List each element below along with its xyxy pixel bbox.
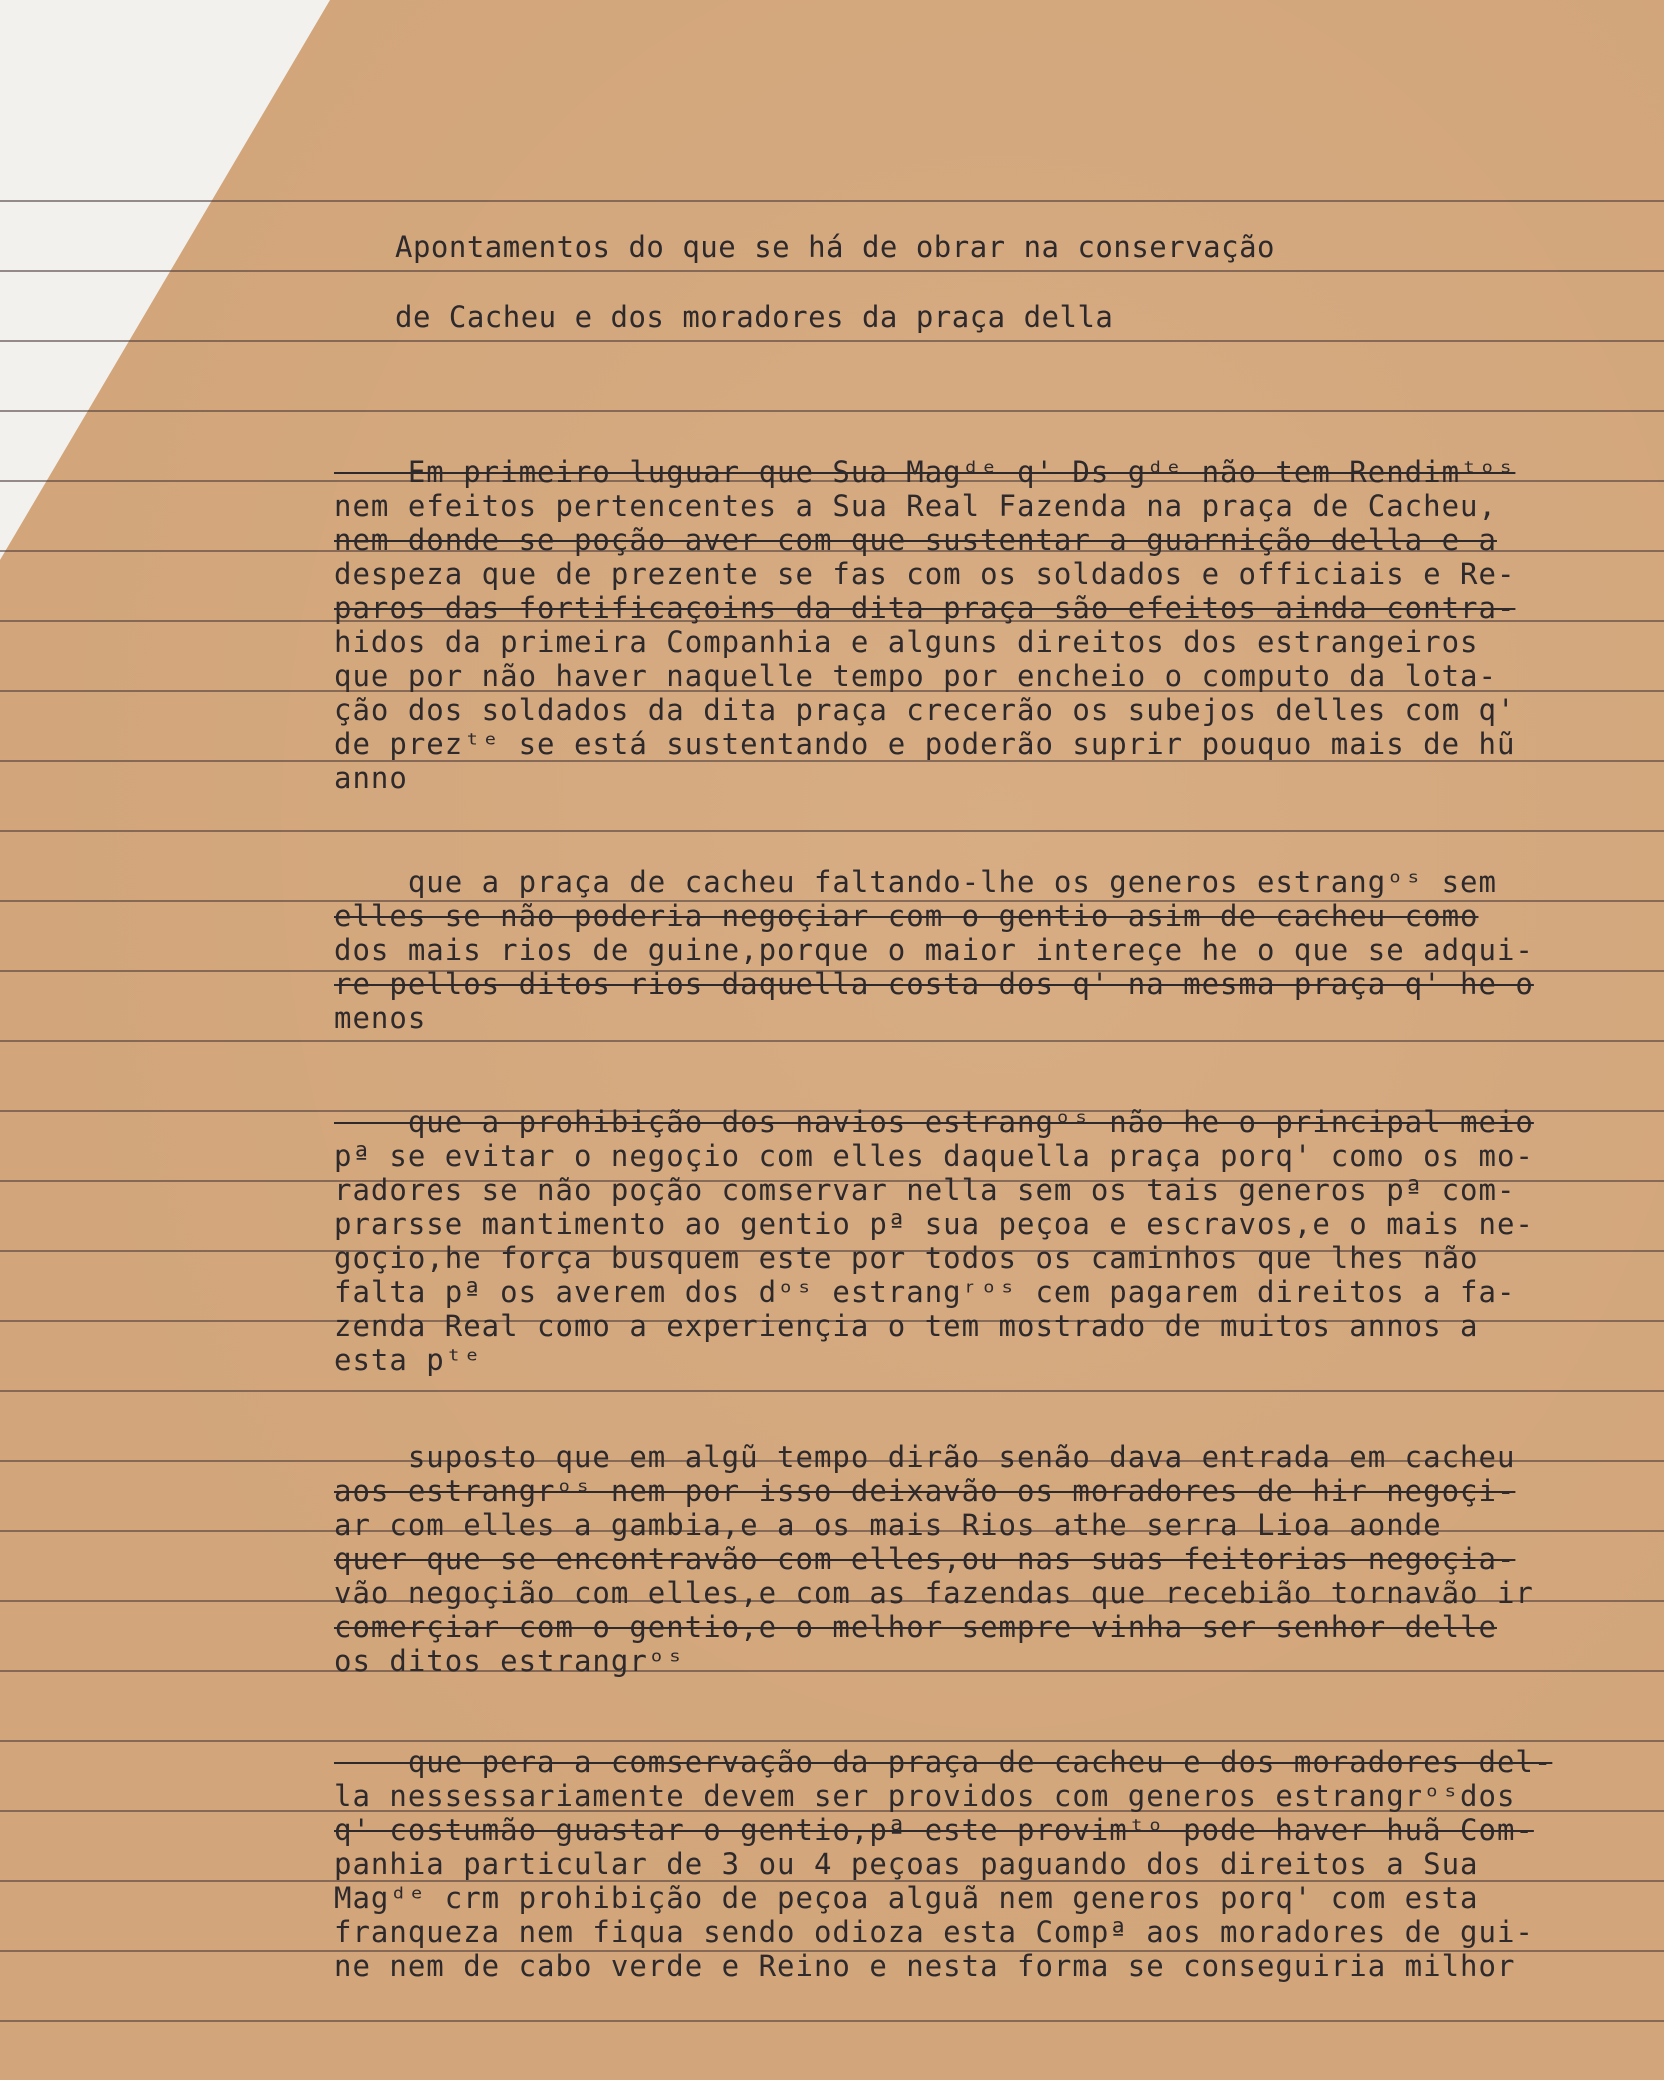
paragraph-3-line: que a prohibição dos navios estrangᵒˢ não he o principal meio [334, 1105, 1534, 1139]
torn-corner [0, 0, 330, 560]
ruled-line [0, 200, 1664, 202]
ruled-line [0, 1390, 1664, 1392]
paragraph-3-line: prarsse mantimento ao gentio pª sua peçoa e escravos,e o mais ne- [334, 1207, 1534, 1241]
paragraph-2-line: menos [334, 1001, 427, 1035]
paragraph-1-line: que por não haver naquelle tempo por encheio o computo da lota- [334, 659, 1497, 693]
ruled-line [0, 2020, 1664, 2022]
paragraph-5-line: que pera a comservação da praça de cacheu e dos moradores del- [334, 1745, 1553, 1779]
paragraph-4-line: vão negoçião com elles,e com as fazendas que recebião tornavão ir [334, 1576, 1534, 1610]
paragraph-1-line: nem efeitos pertencentes a Sua Real Fazenda na praça de Cacheu, [334, 489, 1497, 523]
paragraph-4-line: comerçiar com o gentio,e o melhor sempre vinha ser senhor delle [334, 1610, 1497, 1644]
paragraph-4-line: ar com elles a gambia,e a os mais Rios athe serra Lioa aonde [334, 1508, 1442, 1542]
paragraph-3-line: esta pᵗᵉ [334, 1343, 482, 1377]
paragraph-1-line: hidos da primeira Companhia e alguns direitos dos estrangeiros [334, 625, 1479, 659]
ruled-line [0, 830, 1664, 832]
paragraph-3-line: zenda Real como a experiençia o tem mostrado de muitos annos a [334, 1309, 1479, 1343]
paragraph-2-line: que a praça de cacheu faltando-lhe os generos estrangᵒˢ sem [334, 865, 1497, 899]
paragraph-4-line: aos estrangrᵒˢ nem por isso deixavão os moradores de hir negoçi- [334, 1474, 1516, 1508]
paragraph-1-line: despeza que de prezente se fas com os soldados e officiais e Re- [334, 557, 1516, 591]
paragraph-5-line: panhia particular de 3 ou 4 peçoas paguando dos direitos a Sua [334, 1847, 1479, 1881]
paragraph-3-line: goçio,he força busquem este por todos os caminhos que lhes não [334, 1241, 1479, 1275]
paragraph-2-line: re pellos ditos rios daquella costa dos q' na mesma praça q' he o [334, 967, 1534, 1001]
ruled-line [0, 1040, 1664, 1042]
paragraph-3-line: pª se evitar o negoçio com elles daquella praça porq' como os mo- [334, 1139, 1534, 1173]
ruled-line [0, 340, 1664, 342]
title-line-1: Apontamentos do que se há de obrar na conservação [395, 230, 1276, 264]
paragraph-1-line: nem donde se poção aver com que sustentar a guarnição della e a [334, 523, 1497, 557]
paragraph-4-line: quer que se encontravão com elles,ou nas suas feitorias negoçia- [334, 1542, 1516, 1576]
paragraph-2-line: dos mais rios de guine,porque o maior intereçe he o que se adqui- [334, 933, 1534, 967]
ruled-line [0, 1740, 1664, 1742]
paragraph-3-line: radores se não poção comservar nella sem os tais generos pª com- [334, 1173, 1516, 1207]
ruled-line [0, 410, 1664, 412]
paragraph-5-line: franqueza nem fiqua sendo odioza esta Compª aos moradores de gui- [334, 1915, 1534, 1949]
paragraph-1-line: paros das fortificaçoins da dita praça são efeitos ainda contra- [334, 591, 1516, 625]
paragraph-5-line: Magᵈᵉ crm prohibição de peçoa alguã nem generos porq' com esta [334, 1881, 1479, 1915]
paragraph-4-line: os ditos estrangrᵒˢ [334, 1644, 685, 1678]
paragraph-1-line: anno [334, 761, 408, 795]
paragraph-5-line: q' costumão guastar o gentio,pª este provimᵗᵒ pode haver huã Com- [334, 1813, 1534, 1847]
paragraph-1-line: ção dos soldados da dita praça crecerão os subejos delles com q' [334, 693, 1516, 727]
paragraph-2-line: elles se não poderia negoçiar com o gentio asim de cacheu como [334, 899, 1479, 933]
paragraph-4-line: suposto que em algũ tempo dirão senão dava entrada em cacheu [334, 1440, 1516, 1474]
paragraph-5-line: la nessessariamente devem ser providos com generos estrangrᵒˢdos [334, 1779, 1516, 1813]
title-line-2: de Cacheu e dos moradores da praça della [395, 300, 1114, 334]
ruled-line [0, 1670, 1664, 1672]
paragraph-3-line: falta pª os averem dos dᵒˢ estrangʳᵒˢ cem pagarem direitos a fa- [334, 1275, 1516, 1309]
ruled-line [0, 270, 1664, 272]
paragraph-5-line: ne nem de cabo verde e Reino e nesta forma se conseguiria milhor [334, 1949, 1516, 1983]
paragraph-1-line: Em primeiro luguar que Sua Magᵈᵉ q' Ds gᵈᵉ não tem Rendimᵗᵒˢ [334, 455, 1516, 489]
paragraph-1-line: de prezᵗᵉ se está sustentando e poderão suprir pouquo mais de hũ [334, 727, 1516, 761]
